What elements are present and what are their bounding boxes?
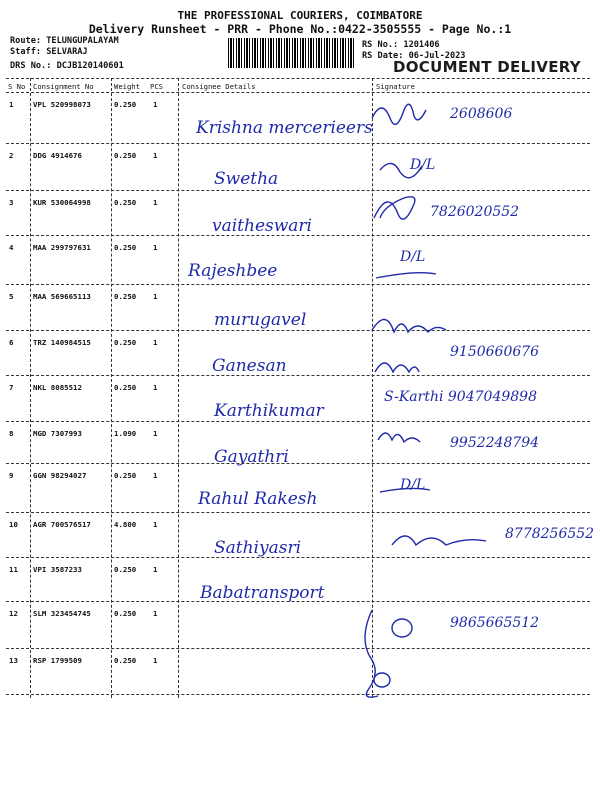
row-consignment-number: SLM 323454745: [33, 609, 91, 618]
row-signature-handwritten: 8778256552: [505, 526, 595, 542]
table-header-rule: [6, 92, 590, 93]
row-pieces: 1: [153, 520, 158, 529]
row-divider: [6, 557, 590, 558]
row-divider: [6, 512, 590, 513]
row-consignee-handwritten: Ganesan: [212, 356, 287, 376]
row-divider: [6, 421, 590, 422]
row-serial-number: 1: [9, 100, 14, 109]
column-divider: [178, 78, 179, 698]
column-divider: [372, 78, 373, 698]
row-pieces: 1: [153, 292, 158, 301]
barcode-image: [228, 38, 356, 68]
row-serial-number: 11: [9, 565, 18, 574]
rs-number: RS No.: 1201406: [362, 40, 440, 50]
row-pieces: 1: [153, 198, 158, 207]
row-pieces: 1: [153, 429, 158, 438]
row-divider: [6, 143, 590, 144]
runsheet-subtitle: Delivery Runsheet - PRR - Phone No.:0422-3505555 - Page No.:1: [88, 22, 512, 36]
row-consignee-handwritten: murugavel: [214, 310, 307, 330]
row-divider: [6, 375, 590, 376]
row-serial-number: 7: [9, 383, 14, 392]
row-pieces: 1: [153, 656, 158, 665]
row-pieces: 1: [153, 565, 158, 574]
row-weight: 0.250: [114, 656, 137, 665]
row-pieces: 1: [153, 471, 158, 480]
column-divider: [30, 78, 31, 698]
row-consignment-number: GGN 98294027: [33, 471, 87, 480]
rs-date: RS Date: 06-Jul-2023: [362, 51, 466, 61]
col-header-weight: Weight: [114, 82, 140, 91]
row-divider: [6, 463, 590, 464]
col-header-signature: Signature: [376, 82, 415, 91]
col-header-pcs: PCS: [150, 82, 163, 91]
row-weight: 0.250: [114, 565, 137, 574]
row-serial-number: 8: [9, 429, 14, 438]
row-weight: 1.090: [114, 429, 137, 438]
row-consignee-handwritten: Karthikumar: [214, 401, 324, 421]
row-consignee-handwritten: Babatransport: [200, 583, 325, 603]
drs-number: DRS No.: DCJB120140601: [10, 61, 124, 71]
row-weight: 0.250: [114, 198, 137, 207]
row-consignment-number: MAA 299797631: [33, 243, 91, 252]
row-consignment-number: RSP 1799509: [33, 656, 82, 665]
row-consignee-handwritten: Sathiyasri: [214, 538, 302, 558]
row-consignment-number: MGD 7307993: [33, 429, 82, 438]
row-signature-handwritten: 9150660676: [450, 344, 540, 360]
row-divider: [6, 648, 590, 649]
row-consignment-number: VPI 3587233: [33, 565, 82, 574]
row-serial-number: 13: [9, 656, 18, 665]
row-signature-handwritten: S-Karthi 9047049898: [384, 389, 537, 405]
row-consignee-handwritten: Krishna mercerieers: [196, 118, 373, 138]
row-divider: [6, 284, 590, 285]
document-delivery-stamp: DOCUMENT DELIVERY: [393, 58, 581, 76]
row-serial-number: 12: [9, 609, 18, 618]
row-serial-number: 5: [9, 292, 14, 301]
row-pieces: 1: [153, 383, 158, 392]
row-consignee-handwritten: vaitheswari: [212, 216, 312, 236]
row-signature-handwritten: 9865665512: [450, 615, 540, 631]
row-signature-handwritten: 7826020552: [430, 204, 520, 220]
row-weight: 0.250: [114, 292, 137, 301]
row-divider: [6, 694, 590, 695]
row-consignment-number: KUR 530064998: [33, 198, 91, 207]
row-consignment-number: TRZ 140984515: [33, 338, 91, 347]
row-weight: 0.250: [114, 471, 137, 480]
row-weight: 0.250: [114, 383, 137, 392]
row-serial-number: 2: [9, 151, 14, 160]
row-consignment-number: DDG 4914676: [33, 151, 82, 160]
row-weight: 4.800: [114, 520, 137, 529]
row-divider: [6, 235, 590, 236]
row-consignment-number: VPL 520998073: [33, 100, 91, 109]
row-weight: 0.250: [114, 151, 137, 160]
row-serial-number: 3: [9, 198, 14, 207]
column-divider: [111, 78, 112, 698]
table-top-rule: [6, 78, 590, 79]
row-consignment-number: AGR 700576517: [33, 520, 91, 529]
route-label: Route: TELUNGUPALAYAM: [10, 36, 119, 46]
row-divider: [6, 330, 590, 331]
row-serial-number: 6: [9, 338, 14, 347]
row-consignee-handwritten: Gayathri: [214, 447, 289, 467]
row-pieces: 1: [153, 243, 158, 252]
row-divider: [6, 601, 590, 602]
company-title: THE PROFESSIONAL COURIERS, COIMBATORE: [177, 9, 423, 22]
row-signature-handwritten: 2608606: [450, 106, 513, 122]
col-header-consignment: Consignment No: [33, 82, 94, 91]
row-weight: 0.250: [114, 243, 137, 252]
row-weight: 0.250: [114, 338, 137, 347]
row-consignment-number: MAA 569665113: [33, 292, 91, 301]
row-pieces: 1: [153, 100, 158, 109]
row-signature-handwritten: D/L: [410, 157, 436, 173]
row-consignee-handwritten: Rahul Rakesh: [198, 489, 318, 509]
col-header-sno: S No: [8, 82, 26, 91]
row-consignment-number: NKL 8085512: [33, 383, 82, 392]
col-header-consignee: Consignee Details: [182, 82, 256, 91]
row-weight: 0.250: [114, 609, 137, 618]
row-signature-handwritten: D/L: [400, 477, 426, 493]
staff-label: Staff: SELVARAJ: [10, 47, 88, 57]
row-divider: [6, 190, 590, 191]
row-consignee-handwritten: Swetha: [214, 169, 279, 189]
row-signature-handwritten: D/L: [400, 249, 426, 265]
row-pieces: 1: [153, 338, 158, 347]
row-serial-number: 10: [9, 520, 18, 529]
row-consignee-handwritten: Rajeshbee: [188, 261, 278, 281]
row-serial-number: 9: [9, 471, 14, 480]
row-signature-handwritten: 9952248794: [450, 435, 540, 451]
row-serial-number: 4: [9, 243, 14, 252]
row-weight: 0.250: [114, 100, 137, 109]
row-pieces: 1: [153, 151, 158, 160]
row-pieces: 1: [153, 609, 158, 618]
